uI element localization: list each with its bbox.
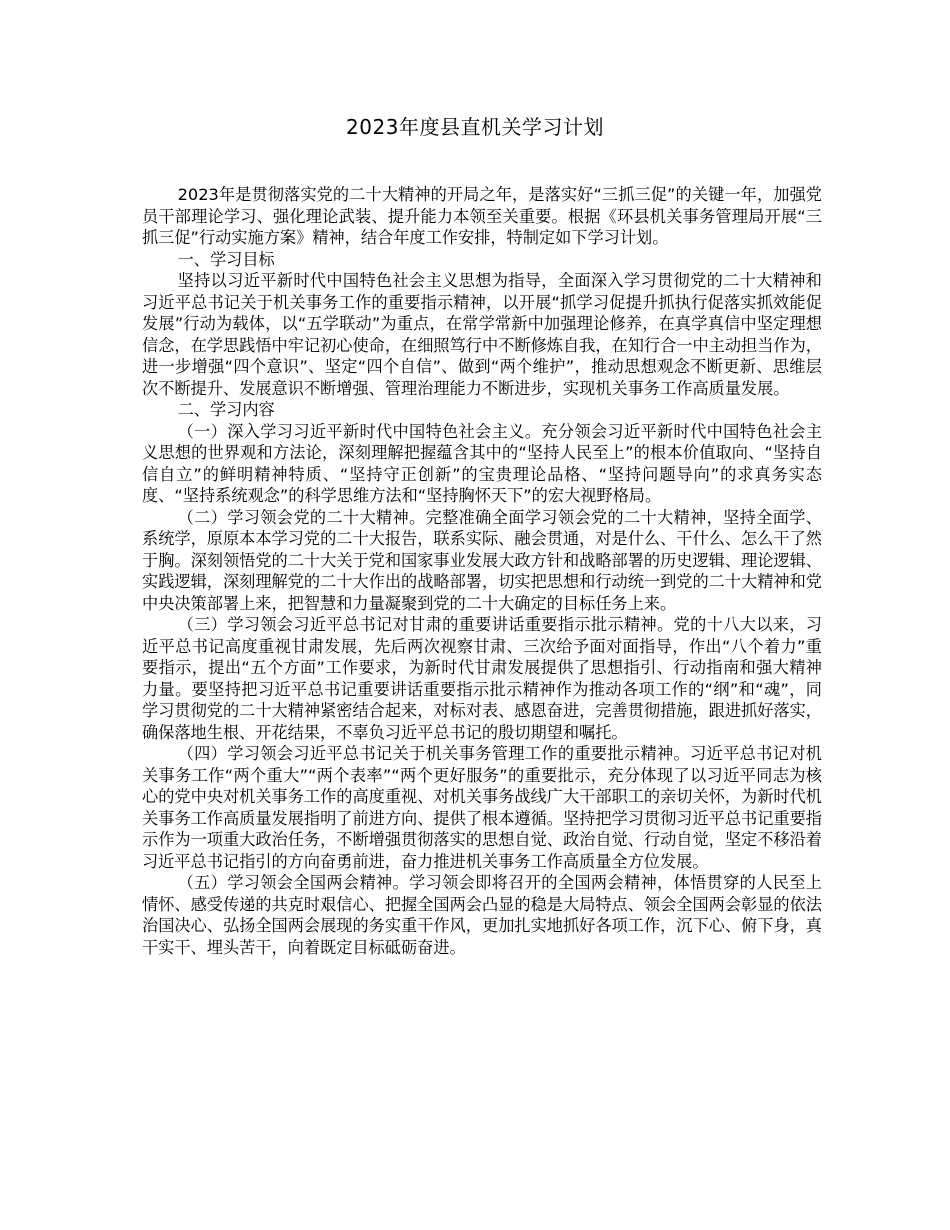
content-item-1: （一）深入学习习近平新时代中国特色社会主义。充分领会习近平新时代中国特色社会主义思想的世界观和方法论，深刻理解把握蕴含其中的“坚持人民至上”的根本价值取向、“坚持自信自立”的鲜明精神特质、“坚持守正创新”的宝贵理论品格、“坚持问题导向”的求真务实态度、“坚持系统观念”的科学思维方法和“坚持胸怀天下”的宏大视野格局。 <box>142 421 822 505</box>
section-heading-goals: 一、学习目标 <box>177 249 275 269</box>
document-title: 2023年度县直机关学习计划 <box>346 115 604 139</box>
intro-paragraph: 2023年是贯彻落实党的二十大精神的开局之年，是落实好“三抓三促”的关键一年，加强党员干部理论学习、强化理论武装、提升能力本领至关重要。根据《环县机关事务管理局开展“三抓三促”行动实施方案》精神，结合年度工作安排，特制定如下学习计划。 <box>142 185 822 247</box>
content-item-2: （二）学习领会党的二十大精神。完整准确全面学习领会党的二十大精神，坚持全面学、系统学，原原本本学习党的二十大报告，联系实际、融会贯通，对是什么、干什么、怎么干了然于胸。深刻领悟党的二十大关于党和国家事业发展大政方针和战略部署的历史逻辑、理论逻辑、实践逻辑，深刻理解党的二十大作出的战略部署，切实把思想和行动统一到党的二十大精神和党中央决策部署上来，把智慧和力量凝聚到党的二十大确定的目标任务上来。 <box>142 507 822 613</box>
goals-paragraph: 坚持以习近平新时代中国特色社会主义思想为指导，全面深入学习贯彻党的二十大精神和习近平总书记关于机关事务工作的重要指示精神，以开展“抓学习促提升抓执行促落实抓效能促发展”行动为载体，以“五学联动”为重点，在常学常新中加强理论修养，在真学真信中坚定理想信念，在学思践悟中牢记初心使命，在细照笃行中不断修炼自我，在知行合一中主动担当作为，进一步增强“四个意识”、坚定“四个自信”、做到“两个维护”，推动思想观念不断更新、思维层次不断提升、发展意识不断增强、管理治理能力不断进步，实现机关事务工作高质量发展。 <box>142 271 822 398</box>
content-item-5: （五）学习领会全国两会精神。学习领会即将召开的全国两会精神，体悟贯穿的人民至上情怀、感受传递的共克时艰信心、把握全国两会凸显的稳是大局特点、领会全国两会彰显的依法治国决心、弘扬全国两会展现的务实重干作风，更加扎实地抓好各项工作，沉下心、俯下身，真干实干、埋头苦干，向着既定目标砥砺奋进。 <box>142 873 822 957</box>
section-heading-content: 二、学习内容 <box>177 400 275 419</box>
content-item-3: （三）学习领会习近平总书记对甘肃的重要讲话重要指示批示精神。党的十八大以来，习近平总书记高度重视甘肃发展，先后两次视察甘肃、三次给予面对面指导，作出“八个着力”重要指示，提出“五个方面”工作要求，为新时代甘肃发展提供了思想指引、行动指南和强大精神力量。要坚持把习近平总书记重要讲话重要指示批示精神作为推动各项工作的“纲”和“魂”，同学习贯彻党的二十大精神紧密结合起来，对标对表、感恩奋进，完善贯彻措施，跟进抓好落实，确保落地生根、开花结果，不辜负习近平总书记的殷切期望和嘱托。 <box>142 615 822 742</box>
content-item-4: （四）学习领会习近平总书记关于机关事务管理工作的重要批示精神。习近平总书记对机关事务工作“两个重大”“两个表率”“两个更好服务”的重要批示，充分体现了以习近平同志为核心的党中央对机关事务工作的高度重视、对机关事务战线广大干部职工的亲切关怀，为新时代机关事务工作高质量发展指明了前进方向、提供了根本遵循。坚持把学习贯彻习近平总书记重要指示作为一项重大政治任务，不断增强贯彻落实的思想自觉、政治自觉、行动自觉，坚定不移沿着习近平总书记指引的方向奋勇前进，奋力推进机关事务工作高质量全方位发展。 <box>142 744 822 871</box>
document-body <box>142 184 822 958</box>
